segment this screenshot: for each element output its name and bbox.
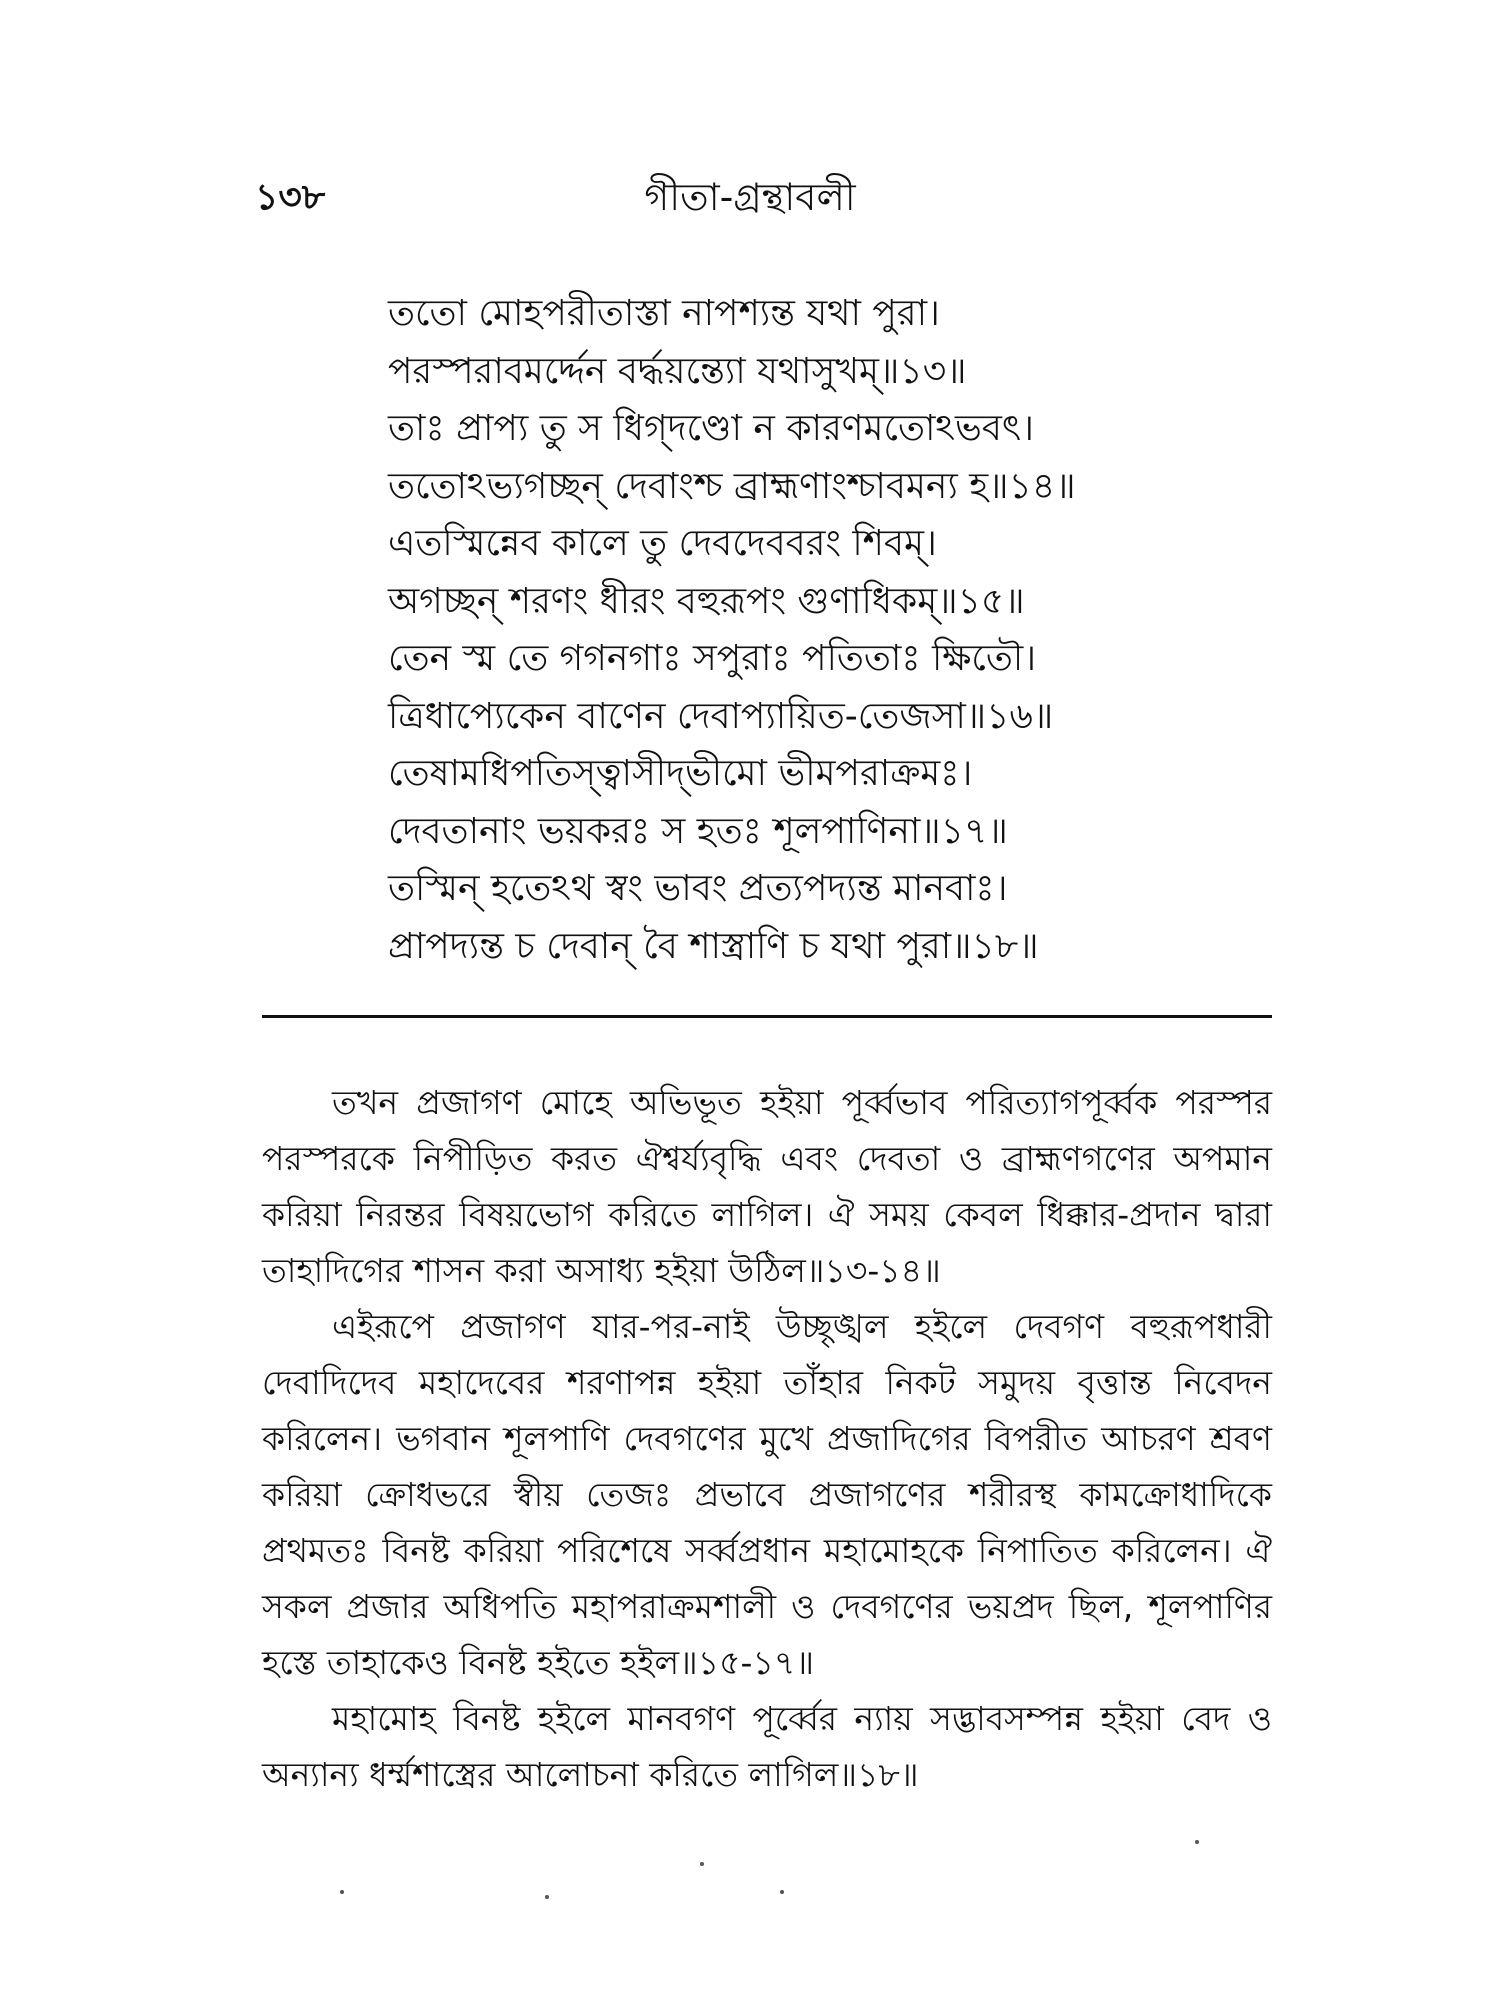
verse-line: তাঃ প্রাপ্য তু স ধিগ্‌দণ্ডো ন কারণমতোঽভবৎ। <box>388 408 1034 449</box>
page-number: ১৩৮ <box>255 177 326 218</box>
verse-line: দেবতানাং ভয়করঃ স হতঃ শূলপাণিনা॥১৭॥ <box>388 810 1008 852</box>
verse-line: প্রাপদ্যন্ত চ দেবান্ বৈ শাস্ত্রাণি চ যথা পুরা॥১৮॥ <box>388 925 1039 967</box>
scan-speck <box>780 1890 784 1894</box>
verse-line: ততো মোহপরীতাস্তা নাপশ্যন্ত যথা পুরা। <box>388 293 940 334</box>
commentary-paragraph: তখন প্রজাগণ মোহে অভিভূত হইয়া পূর্ব্বভাব পরিত্যাগপূর্ব্বক পরস্পর পরস্পরকে নিপীড়িত করত ঐশ্বর্য্যবৃদ্ধি এবং দেবতা ও ব্রাহ্মণগণের অপমান করিয়া নিরন্তর বিষয়ভোগ করিতে লাগিল। ঐ সময় কেবল ধিক্কার-প্রদান দ্বারা তাহাদিগের শাসন করা অসাধ্য হইয়া উঠিল॥১৩-১৪॥ <box>262 1083 1272 1290</box>
verse-line: ততোঽভ্যগচ্ছন্ দেবাংশ্চ ব্রাহ্মণাংশ্চাবমন্য হ॥১৪॥ <box>388 465 1076 507</box>
commentary-paragraph: এইরূপে প্রজাগণ যার-পর-নাই উচ্ছৃঙ্খল হইলে দেবগণ বহুরূপধারী দেবাদিদেব মহাদেবের শরণাপন্ন হইয়া তাঁহার নিকট সমুদয় বৃত্তান্ত নিবেদন করিলেন। ভগবান শূলপাণি দেবগণের মুখে প্রজাদিগের বিপরীত আচরণ শ্রবণ করিয়া ক্রোধভরে স্বীয় তেজঃ প্রভাবে প্রজাগণের শরীরস্থ কামক্রোধাদিকে প্রথমতঃ বিনষ্ট করিয়া পরিশেষে সর্ব্বপ্রধান মহামোহকে নিপাতিত করিলেন। ঐ সকল প্রজার অধিপতি মহাপরাক্রমশালী ও দেবগণের ভয়প্রদ ছিল, শূলপাণির হস্তে তাহাকেও বিনষ্ট হইতে হইল॥১৫-১৭॥ <box>262 1307 1272 1682</box>
verse-line: ত্রিধাপ্যেকেন বাণেন দেবাপ্যায়িত-তেজসা॥১৬॥ <box>388 695 1054 737</box>
verse-line: তস্মিন্ হতেঽথ স্বং ভাবং প্রত্যপদ্যন্ত মানবাঃ। <box>388 868 1008 909</box>
verse-line: অগচ্ছন্ শরণং ধীরং বহুরূপং গুণাধিকম্॥১৫॥ <box>388 580 1025 622</box>
verse-line: তেন স্ম তে গগনগাঃ সপুরাঃ পতিতাঃ ক্ষিতৌ। <box>388 638 1037 679</box>
verse-line: এতস্মিন্নেব কালে তু দেবদেববরং শিবম্। <box>388 523 937 564</box>
sanskrit-verses <box>388 285 1288 975</box>
scan-speck <box>545 1895 549 1899</box>
running-title: গীতা-গ্রন্থাবলী <box>644 175 856 219</box>
scan-speck <box>340 1890 344 1894</box>
verse-line: তেষামধিপতিস্ত্বাসীদ্‌ভীমো ভীমপরাক্রমঃ। <box>388 753 973 794</box>
bengali-commentary <box>262 1075 1272 1803</box>
commentary-paragraph: মহামোহ বিনষ্ট হইলে মানবগণ পূর্ব্বের ন্যায় সদ্ভাবসম্পন্ন হইয়া বেদ ও অন্যান্য ধর্ম্মশাস্ত্রের আলোচনা করিতে লাগিল॥১৮॥ <box>262 1699 1272 1794</box>
section-divider <box>262 1015 1272 1018</box>
verse-line: পরস্পরাবমর্দ্দেন বর্দ্ধয়ন্ত্যো যথাসুখম্॥১৩॥ <box>388 350 967 392</box>
scan-speck <box>700 1862 704 1866</box>
scan-speck <box>1195 1840 1199 1844</box>
